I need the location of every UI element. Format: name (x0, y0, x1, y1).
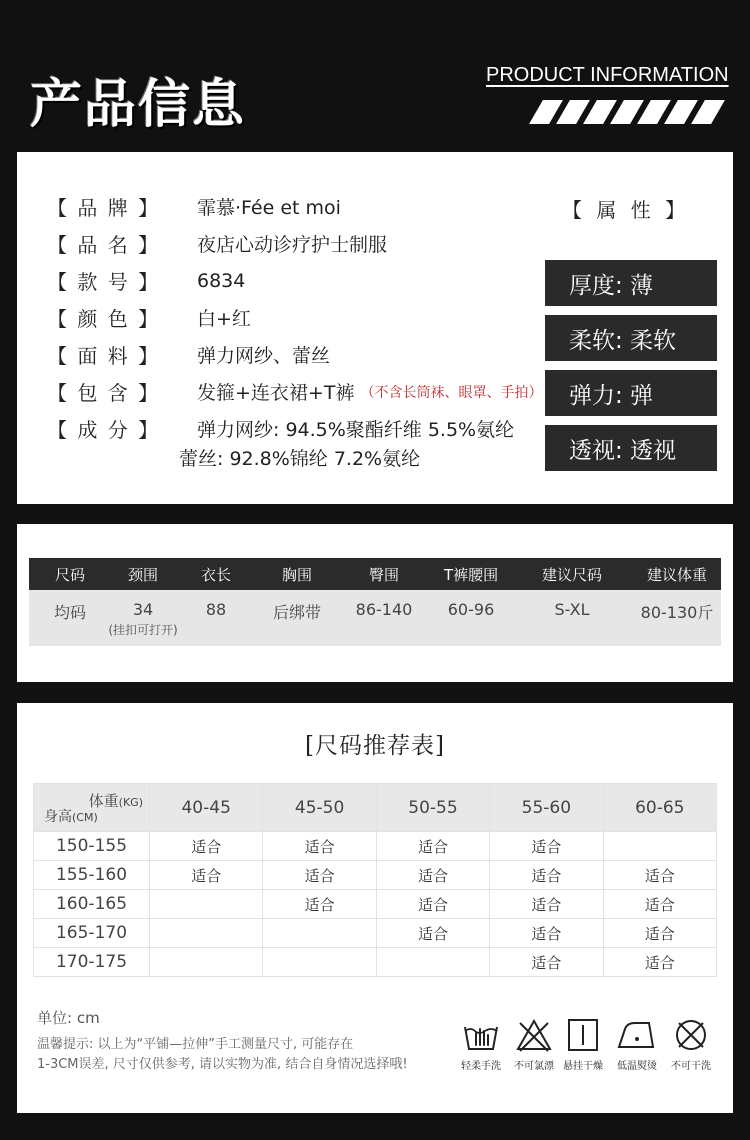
unit-label: 单位: cm (37, 1009, 100, 1027)
recommendation-table (33, 783, 717, 977)
tip-line-1: 温馨提示: 以上为“平铺—拉伸”手工测量尺寸, 可能存在 (37, 1037, 354, 1052)
diagonal-header-cell (34, 784, 150, 832)
hand-wash-icon (461, 1017, 501, 1053)
care-label: 轻柔手洗 (461, 1061, 501, 1072)
weight-range: 50-55 (376, 784, 489, 832)
care-no-dry-clean (661, 1017, 721, 1072)
neck-value: 34 (132, 600, 154, 619)
size-table-row (29, 590, 721, 646)
fit-cell (263, 948, 376, 977)
info-value: 弹力网纱、蕾丝 (197, 345, 331, 367)
info-value: 发箍+连衣裙+T裤 (197, 382, 355, 404)
care-label: 不可氯漂 (514, 1061, 554, 1072)
fit-cell (150, 890, 263, 919)
info-row-style-no (47, 266, 245, 295)
header-size: 尺码 (54, 565, 85, 584)
title-english: PRODUCT INFORMATION (486, 64, 729, 86)
header-suggested-weight: 建议体重 (646, 565, 707, 584)
table-row (34, 861, 717, 890)
recommendation-header-row (34, 784, 717, 832)
header-waist: T裤腰围 (443, 565, 499, 584)
fit-cell (150, 919, 263, 948)
info-row-fabric (47, 340, 330, 369)
header-neck: 颈围 (127, 565, 158, 584)
care-low-iron (607, 1017, 667, 1072)
fit-cell: 适合 (490, 919, 603, 948)
info-label: 【 面 料 】 (47, 344, 161, 368)
attribute-softness: 柔软: 柔软 (545, 315, 717, 361)
height-range: 160-165 (34, 890, 150, 919)
low-iron-icon (615, 1017, 659, 1053)
info-value: 白+红 (197, 308, 251, 330)
height-range: 165-170 (34, 919, 150, 948)
info-label: 【 品 牌 】 (47, 196, 161, 220)
fit-cell: 适合 (263, 861, 376, 890)
attribute-sheerness: 透视: 透视 (545, 425, 717, 471)
info-value: 弹力网纱: 94.5%聚酯纤维 5.5%氨纶 (197, 419, 515, 441)
fit-cell: 适合 (376, 890, 489, 919)
cell-suggested-weight: 80-130斤 (640, 603, 714, 622)
info-row-color (47, 303, 251, 332)
height-axis-label: 身高(CM) (44, 809, 98, 825)
header-suggested-size: 建议尺码 (541, 565, 602, 584)
size-table-header (29, 558, 721, 590)
cell-suggested-size: S-XL (554, 600, 590, 619)
care-label: 悬挂干燥 (563, 1061, 603, 1072)
fit-cell: 适合 (490, 861, 603, 890)
fit-cell: 适合 (490, 890, 603, 919)
fit-cell: 适合 (376, 832, 489, 861)
title-chinese: 产品信息 (30, 74, 247, 135)
tip-line-2: 1-3CM误差, 尺寸仅供参考, 请以实物为准, 结合自身情况选择哦! (37, 1057, 408, 1072)
info-value: 夜店心动诊疗护士制服 (197, 234, 388, 256)
decorative-stripes (536, 100, 734, 124)
info-row-name (47, 229, 387, 258)
fit-cell: 适合 (150, 861, 263, 890)
fit-cell: 适合 (603, 890, 716, 919)
fit-cell: 适合 (490, 948, 603, 977)
care-label: 低温熨烫 (617, 1061, 657, 1072)
info-value: 霏慕·Fée et moi (197, 197, 341, 219)
fit-cell: 适合 (603, 861, 716, 890)
weight-range: 55-60 (490, 784, 603, 832)
height-range: 170-175 (34, 948, 150, 977)
header-bust: 胸围 (281, 565, 312, 584)
header-length: 衣长 (200, 565, 231, 584)
fit-cell: 适合 (603, 948, 716, 977)
fit-cell: 适合 (490, 832, 603, 861)
info-value: 6834 (197, 269, 246, 292)
info-row-includes (47, 377, 542, 406)
no-bleach-icon (514, 1017, 554, 1053)
cell-length: 88 (205, 600, 227, 619)
product-info-panel (17, 152, 733, 504)
recommendation-title: [尺码推荐表] (305, 733, 445, 759)
fit-cell (150, 948, 263, 977)
care-label: 不可干洗 (671, 1061, 711, 1072)
info-row-composition (47, 414, 514, 443)
cell-waist: 60-96 (447, 600, 495, 619)
table-row (34, 919, 717, 948)
info-label: 【 颜 色 】 (47, 307, 161, 331)
attribute-thickness: 厚度: 薄 (545, 260, 717, 306)
weight-range: 45-50 (263, 784, 376, 832)
info-row-brand (47, 192, 341, 221)
fit-cell: 适合 (150, 832, 263, 861)
table-row (34, 832, 717, 861)
info-label: 【 包 含 】 (47, 381, 161, 405)
height-range: 150-155 (34, 832, 150, 861)
composition-line-2: 蕾丝: 92.8%锦纶 7.2%氨纶 (179, 448, 421, 470)
cell-hip: 86-140 (355, 600, 413, 619)
fit-cell: 适合 (263, 832, 376, 861)
info-label: 【 品 名 】 (47, 233, 161, 257)
size-table-panel (17, 524, 733, 682)
info-label: 【 成 分 】 (47, 418, 161, 442)
fit-cell (603, 832, 716, 861)
weight-range: 40-45 (150, 784, 263, 832)
line-dry-icon (563, 1017, 603, 1053)
table-row (34, 890, 717, 919)
care-line-dry (553, 1017, 613, 1072)
fit-cell: 适合 (376, 861, 489, 890)
fit-cell (376, 948, 489, 977)
header-hip: 臀围 (368, 565, 399, 584)
size-table (29, 558, 721, 646)
no-dry-clean-icon (671, 1017, 711, 1053)
height-range: 155-160 (34, 861, 150, 890)
cell-bust: 后绑带 (272, 603, 321, 622)
care-hand-wash (451, 1017, 511, 1072)
fit-cell: 适合 (603, 919, 716, 948)
fit-cell: 适合 (376, 919, 489, 948)
weight-axis-label: 体重(KG) (88, 792, 143, 810)
attribute-elasticity: 弹力: 弹 (545, 370, 717, 416)
fit-cell (263, 919, 376, 948)
table-row (34, 948, 717, 977)
cell-neck (108, 590, 178, 646)
page-header (0, 0, 750, 150)
includes-note: （不含长筒袜、眼罩、手拍） (360, 384, 543, 401)
size-recommendation-panel (17, 703, 733, 1113)
info-label: 【 款 号 】 (47, 270, 161, 294)
weight-range: 60-65 (603, 784, 716, 832)
fit-cell: 适合 (263, 890, 376, 919)
neck-note: (挂扣可打开) (108, 623, 178, 637)
cell-size: 均码 (53, 603, 86, 622)
attributes-title: 【 属 性 】 (562, 198, 690, 222)
